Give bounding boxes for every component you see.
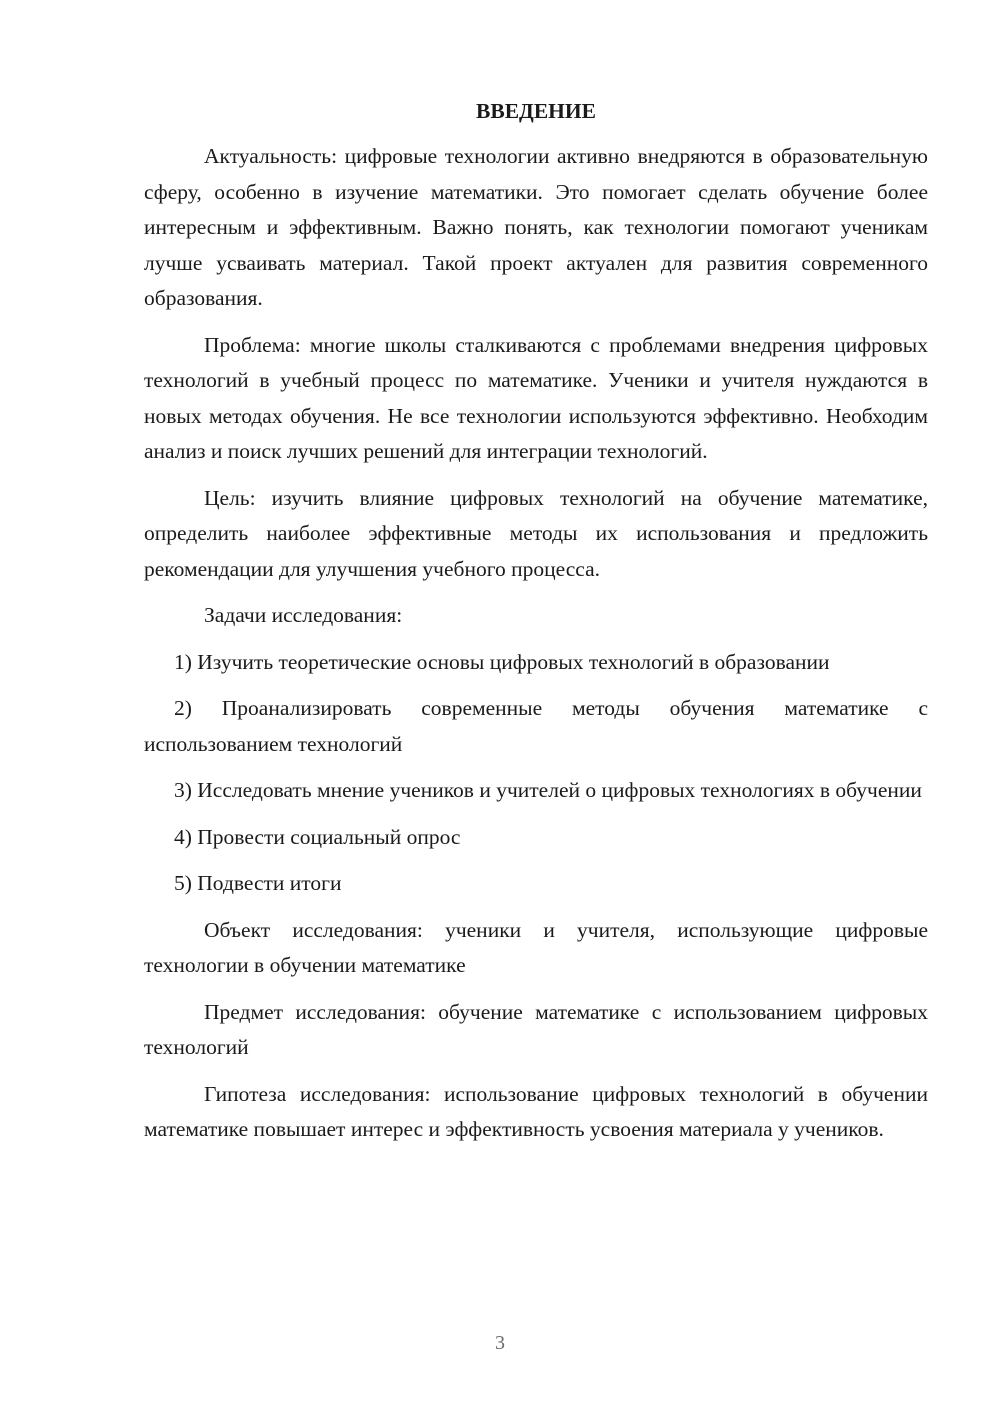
page-title: ВВЕДЕНИЕ bbox=[476, 99, 596, 123]
document-page bbox=[144, 96, 928, 1159]
tasks-title: Задачи исследования: bbox=[204, 603, 403, 627]
object-paragraph: Объект исследования: ученики и учителя, использующие цифровые технологии в обучении математике bbox=[144, 917, 928, 977]
task-item-3: 3) Исследовать мнение учеников и учителей о цифровых технологиях в обучении bbox=[174, 778, 922, 802]
page-number: 3 bbox=[495, 1332, 505, 1354]
goal-paragraph: Цель: изучить влияние цифровых технологий на обучение математике, определить наиболее эффективные методы их использования и предложить рекомендации для улучшения учебного процесса. bbox=[144, 485, 928, 581]
task-item-2: 2) Проанализировать современные методы обучения математике с использованием технологий bbox=[144, 696, 928, 756]
hypothesis-paragraph: Гипотеза исследования: использование цифровых технологий в обучении математике повышает интерес и эффективность усвоения материала у учеников. bbox=[144, 1081, 928, 1141]
task-item-5: 5) Подвести итоги bbox=[174, 871, 342, 895]
task-item-4: 4) Провести социальный опрос bbox=[174, 824, 461, 849]
subject-paragraph: Предмет исследования: обучение математике с использованием цифровых технологий bbox=[144, 999, 928, 1059]
problem-paragraph: Проблема: многие школы сталкиваются с проблемами внедрения цифровых технологий в учебный процесс по математике. Ученики и учителя нуждаются в новых методах обучения. Не все технологии используются эффективно. Необходим анализ и поиск лучших решений для интеграции технологий. bbox=[144, 332, 928, 463]
task-item-1: 1) Изучить теоретические основы цифровых технологий в образовании bbox=[174, 649, 830, 674]
relevance-paragraph: Актуальность: цифровые технологии активно внедряются в образовательную сферу, особенно в изучение математики. Это помогает сделать обучение более интересным и эффективным. Важно понять, как технологии помогают ученикам лучше усваивать материал. Такой проект актуален для развития современного образования. bbox=[144, 144, 928, 310]
